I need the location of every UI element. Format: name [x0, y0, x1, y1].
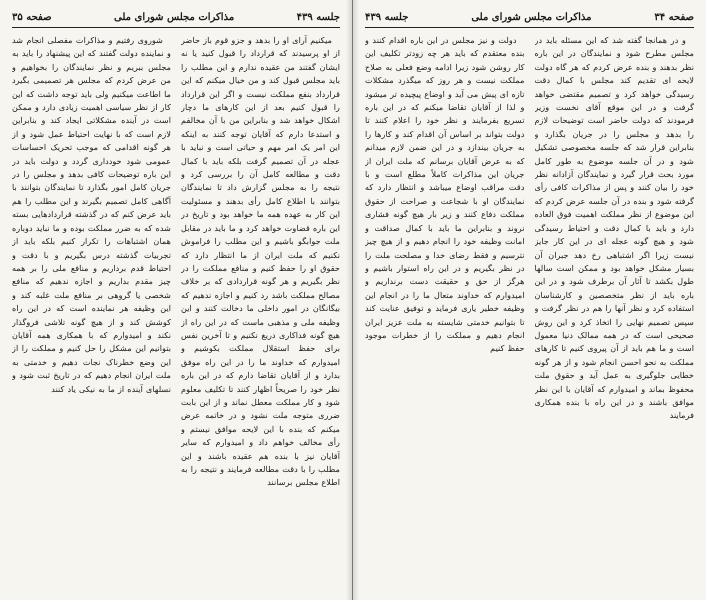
gutter-shadow: [353, 0, 359, 600]
page-number: صفحه ۳۵: [12, 11, 52, 23]
text-column-left: [365, 34, 525, 594]
text-columns: [365, 34, 694, 594]
header-title: مذاکرات مجلس شورای ملی: [471, 11, 592, 23]
session-label: جلسه ۴۳۹: [365, 11, 409, 23]
header-title: مذاکرات مجلس شورای ملی: [114, 11, 235, 23]
text-column-left: [12, 34, 171, 594]
paragraph: شوروی رفتیم و مذاکرات مفصلی انجام شد و نماینده دولت گفتند که این پیشنهاد را باید به مجلس ببریم و نظر نمایندگان را بخواهیم و من عرض کردم که مجلس هر تصمیمی بگیرد ما اطاعت میکنیم ولی باید توجه داشت که این کار از نظر سیاسی اهمیت زیادی دارد و ممکن است در آینده مشکلاتی ایجاد کند و بنابراین لازم است که با نهایت احتیاط عمل شود و از هر گونه اقدامی که موجب تحریک احساسات عمومی شود خودداری گردد و دولت باید در این باره توضیحات کافی بدهد و مجلس را در جریان کامل امور بگذارد تا نمایندگان بتوانند با آگاهی کامل تصمیم بگیرند و این مطلب را هم باید عرض کنم که در گذشته قراردادهایی بسته شده که به ضرر مملکت بوده و ما نباید دوباره همان اشتباهات را تکرار کنیم بلکه باید از تجربیات گذشته درس بگیریم و با دقت و احتیاط قدم برداریم و منافع ملی را بر همه چیز مقدم بداریم و اجازه ندهیم که منافع شخصی یا گروهی بر منافع ملت غلبه کند و این وظیفه هر نماینده است که در این راه کوشش کند و از هیچ گونه تلاشی فروگذار نکند و امیدوارم که با همکاری همه آقایان بتوانیم این مشکل را حل کنیم و مملکت را از این وضع خطرناک نجات دهیم و خدمتی به ملت ایران انجام دهیم که در تاریخ ثبت شود و نسلهای آینده از ما به نیکی یاد کنند: [12, 35, 171, 394]
session-label: جلسه ۴۳۹: [296, 11, 340, 23]
text-column-right: [535, 34, 695, 594]
text-column-right: [181, 34, 340, 594]
page-header: [365, 10, 694, 28]
text-columns: [12, 34, 340, 594]
right-page: [353, 0, 706, 600]
page-header: [12, 10, 340, 28]
paragraph: و در همانجا گفته شد که این مسئله باید در مجلس مطرح شود و نمایندگان در این باره نظر بدهند و بنده عرض کردم که هر گاه دولت لایحه ای تقدیم کند مجلس با کمال دقت رسیدگی خواهد کرد و تصمیم مقتضی خواهد گرفت و در این موقع آقای نخست وزیر فرمودند که دولت حاضر است توضیحات لازم را بدهد و مجلس را در جریان بگذارد و بنابراین قرار شد که جلسه مخصوصی تشکیل شود و در آن جلسه موضوع به طور کامل مورد بحث قرار گیرد و نمایندگان آزادانه نظر خود را بیان کنند و پس از مذاکرات کافی رأی گرفته شود و بنده در آن جلسه عرض کردم که این موضوع از نظر مملکت اهمیت فوق العاده دارد و باید با کمال دقت و احتیاط رسیدگی شود و هیچ گونه عجله ای در این کار جایز نیست زیرا اگر اشتباهی رخ دهد جبران آن بسیار مشکل خواهد بود و ممکن است سالها طول بکشد تا آثار آن برطرف شود و در این باره باید از نظر متخصصین و کارشناسان استفاده کرد و نظر آنها را هم در نظر گرفت و سپس تصمیم نهایی را اتخاذ کرد و این روش صحیحی است که در همه ممالک دنیا معمول است و ما هم باید از آن پیروی کنیم تا کارهای مملکت به نحو احسن انجام شود و از هر گونه خطایی جلوگیری به عمل آید و حقوق ملت محفوظ بماند و امیدوارم که آقایان با این نظر موافق باشند و در این راه با بنده همکاری فرمایند: [534, 35, 694, 421]
paragraph: دولت و نیز مجلس در این باره اقدام کنند و بنده معتقدم که باید هر چه زودتر تکلیف این کار روشن شود زیرا ادامه وضع فعلی به صلاح مملکت نیست و هر روز که میگذرد مشکلات تازه ای پیش می آید و اوضاع پیچیده تر میشود و لذا از آقایان تقاضا میکنم که در این باره تسریع بفرمایند و نظر خود را اعلام کنند تا دولت بتواند بر اساس آن اقدام کند و کارها را به جریان بیندازد و در این ضمن لازم میدانم که به عرض آقایان برسانم که ملت ایران از جریان این مذاکرات کاملاً مطلع است و با دقت مراقب اوضاع میباشد و انتظار دارد که نمایندگان او با شجاعت و صراحت از حقوق مملکت دفاع کنند و زیر بار هیچ گونه فشاری نروند و بنابراین ما باید با کمال صداقت و امانت وظیفه خود را انجام دهیم و از هیچ چیز نترسیم و فقط رضای خدا و مصلحت ملت را در نظر بگیریم و در این راه استوار باشیم و هرگز از حق و حقیقت دست برنداریم و امیدوارم که خداوند متعال ما را در انجام این وظیفه خطیر یاری فرماید و توفیق عنایت کند تا بتوانیم خدمتی شایسته به ملت عزیز ایران انجام دهیم و مملکت را از خطرات موجود حفظ کنیم: [365, 35, 525, 354]
gutter-shadow: [346, 0, 352, 600]
paragraph: میکنیم آرای او را بدهد و جزو قوم باز حاضر از او پرسیدند که قرارداد را قبول کنید یا نه ایشان گفتند من عقیده ندارم و این مطلب را باید مجلس قبول کند و من خیال میکنم که این قرارداد بنفع مملکت نیست و اگر این قرارداد را قبول کنیم بعد از این کارهای ما دچار اشکال خواهد شد و بنابراین من با آن مخالفم و استدعا دارم که آقایان توجه کنند به اینکه این امر یک امر مهم و حیاتی است و نباید با عجله در آن تصمیم گرفت بلکه باید با کمال دقت و مطالعه کامل آن را بررسی کرد و نتیجه را به مجلس گزارش داد تا نمایندگان بتوانند با اطلاع کامل رأی بدهند و مسئولیت این کار به عهده همه ما خواهد بود و تاریخ در این باره قضاوت خواهد کرد و ما باید در مقابل ملت جوابگو باشیم و این مطلب را فراموش نکنیم که ملت ایران از ما انتظار دارد که حقوق او را حفظ کنیم و منافع مملکت را در نظر بگیریم و هر گونه قراردادی که بر خلاف مصالح مملکت باشد رد کنیم و اجازه ندهیم که بیگانگان در امور داخلی ما دخالت کنند و این وظیفه ملی و مذهبی ماست که در این راه از هیچ گونه فداکاری دریغ نکنیم و تا آخرین نفس برای حفظ استقلال مملکت بکوشیم و امیدوارم که خداوند ما را در این راه موفق بدارد و از آقایان تقاضا دارم که در این باره نظر خود را صریحاً اظهار کنند تا تکلیف معلوم شود و کار مملکت معطل نماند و از این بابت ضرری متوجه ملت نشود و در خاتمه عرض میکنم که بنده با این لایحه موافق نیستم و رأی مخالف خواهم داد و امیدوارم که سایر آقایان نیز با بنده هم عقیده باشند و این مطلب را با دقت مطالعه فرمایند و نتیجه را به اطلاع مجلس برسانند: [181, 35, 340, 488]
page-number: صفحه ۳۴: [654, 11, 694, 23]
